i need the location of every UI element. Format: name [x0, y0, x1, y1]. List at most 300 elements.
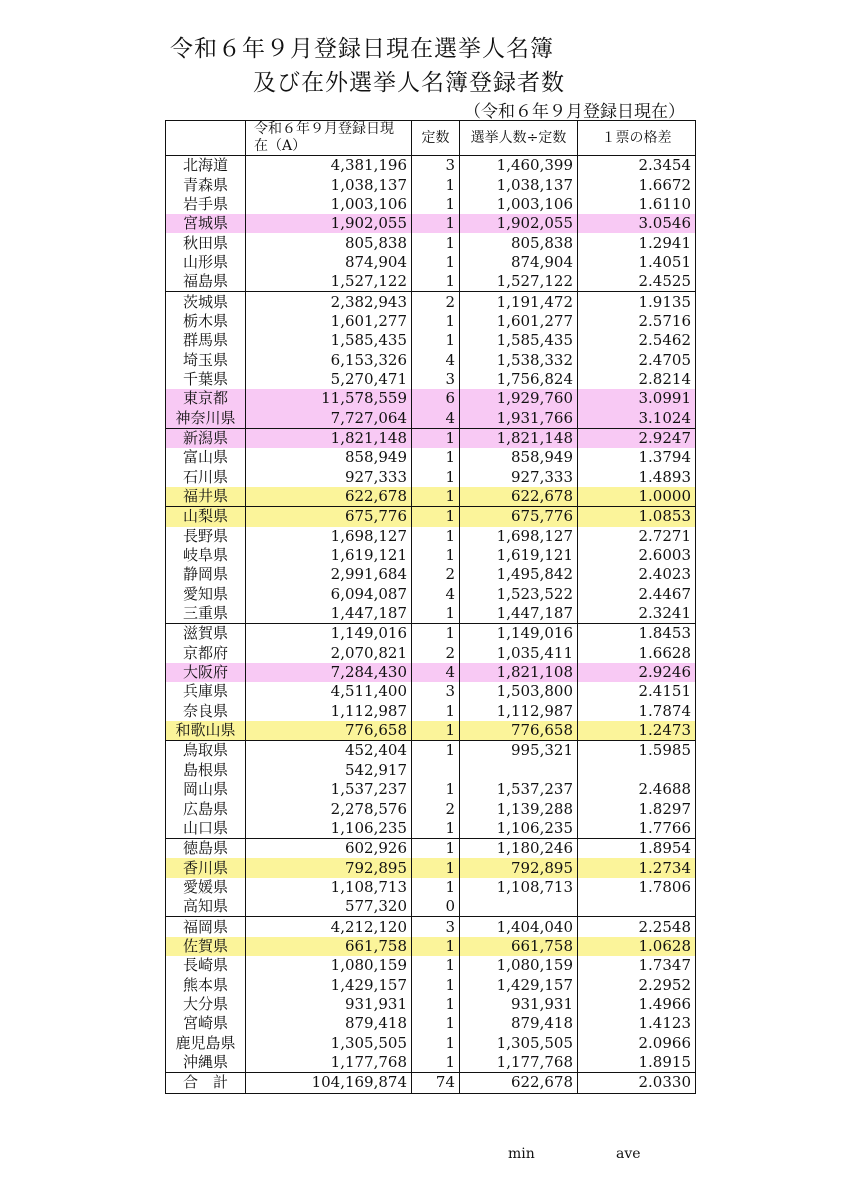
- seat-count: 1: [412, 331, 460, 350]
- prefecture-name: 東京都: [166, 389, 246, 408]
- voters-per-seat: 1,305,505: [460, 1033, 578, 1052]
- voters-per-seat: 1,756,824: [460, 370, 578, 389]
- seat-count: 1: [412, 995, 460, 1014]
- seat-count: 3: [412, 156, 460, 176]
- prefecture-name: 福岡県: [166, 917, 246, 937]
- seat-count: 1: [412, 819, 460, 839]
- header-registered: 令和６年９月登録日現在（A）: [246, 121, 412, 156]
- voters-per-seat: 675,776: [460, 507, 578, 527]
- prefecture-name: 群馬県: [166, 331, 246, 350]
- seat-count: 1: [412, 956, 460, 975]
- seat-count: 4: [412, 350, 460, 369]
- registered-count: 452,404: [246, 741, 412, 761]
- vote-disparity: 2.5462: [578, 331, 696, 350]
- total-per-seat: 622,678: [460, 1073, 578, 1093]
- total-disparity: 2.0330: [578, 1073, 696, 1093]
- table-row: [166, 214, 696, 233]
- table-row: [166, 233, 696, 252]
- registered-count: 879,418: [246, 1014, 412, 1033]
- prefecture-name: 岩手県: [166, 195, 246, 214]
- registered-count: 1,149,016: [246, 624, 412, 644]
- voters-per-seat: 1,177,768: [460, 1053, 578, 1073]
- table-row: [166, 312, 696, 331]
- voters-per-seat: 927,333: [460, 468, 578, 487]
- voters-per-seat: 1,619,121: [460, 546, 578, 565]
- registered-count: 927,333: [246, 468, 412, 487]
- table-row: [166, 682, 696, 701]
- header-prefecture: [166, 121, 246, 156]
- registered-count: 1,821,148: [246, 428, 412, 448]
- vote-disparity: 1.0853: [578, 507, 696, 527]
- registered-count: 1,601,277: [246, 312, 412, 331]
- vote-disparity: [578, 897, 696, 917]
- voters-per-seat: 879,418: [460, 1014, 578, 1033]
- vote-disparity: 2.9247: [578, 428, 696, 448]
- table-row: [166, 858, 696, 877]
- registered-count: 1,447,187: [246, 604, 412, 624]
- table-row: [166, 428, 696, 448]
- seat-count: 1: [412, 448, 460, 467]
- voters-per-seat: 1,523,522: [460, 585, 578, 604]
- table-row: [166, 565, 696, 584]
- voters-per-seat: 1,404,040: [460, 917, 578, 937]
- table-row: [166, 819, 696, 839]
- table-row: [166, 799, 696, 818]
- seat-count: 1: [412, 1053, 460, 1073]
- voters-per-seat: 1,035,411: [460, 644, 578, 663]
- registered-count: 602,926: [246, 839, 412, 859]
- voters-per-seat: 1,038,137: [460, 175, 578, 194]
- voters-per-seat: [460, 897, 578, 917]
- table-row: [166, 389, 696, 408]
- seat-count: 1: [412, 624, 460, 644]
- table-header-row: [166, 121, 696, 156]
- table-row: [166, 370, 696, 389]
- seat-count: 2: [412, 565, 460, 584]
- seat-count: 1: [412, 312, 460, 331]
- prefecture-name: 神奈川県: [166, 408, 246, 428]
- voters-per-seat: 1,429,157: [460, 975, 578, 994]
- table-row: [166, 1014, 696, 1033]
- vote-disparity: 1.2734: [578, 858, 696, 877]
- registered-count: 1,177,768: [246, 1053, 412, 1073]
- vote-disparity: 2.4023: [578, 565, 696, 584]
- registered-count: 1,112,987: [246, 702, 412, 721]
- prefecture-name: 宮崎県: [166, 1014, 246, 1033]
- header-seats: 定数: [412, 121, 460, 156]
- vote-disparity: 1.9135: [578, 292, 696, 312]
- registered-count: 1,619,121: [246, 546, 412, 565]
- seat-count: 1: [412, 839, 460, 859]
- seat-count: 1: [412, 741, 460, 761]
- seat-count: 4: [412, 663, 460, 682]
- registered-count: 11,578,559: [246, 389, 412, 408]
- voters-per-seat: 1,821,148: [460, 428, 578, 448]
- prefecture-name: 徳島県: [166, 839, 246, 859]
- table-row: [166, 741, 696, 761]
- voters-per-seat: 874,904: [460, 253, 578, 272]
- prefecture-name: 奈良県: [166, 702, 246, 721]
- voters-per-seat: 1,527,122: [460, 272, 578, 292]
- prefecture-name: 北海道: [166, 156, 246, 176]
- voters-per-seat: 858,949: [460, 448, 578, 467]
- registered-count: 7,727,064: [246, 408, 412, 428]
- voter-registration-table: [165, 120, 696, 1094]
- voters-per-seat: 1,139,288: [460, 799, 578, 818]
- vote-disparity: 1.4893: [578, 468, 696, 487]
- prefecture-name: 和歌山県: [166, 721, 246, 741]
- prefecture-name: 大分県: [166, 995, 246, 1014]
- total-label: 合 計: [166, 1073, 246, 1093]
- registered-count: 2,070,821: [246, 644, 412, 663]
- header-disparity: １票の格差: [578, 121, 696, 156]
- vote-disparity: 1.0000: [578, 487, 696, 507]
- table-row: [166, 663, 696, 682]
- prefecture-name: 京都府: [166, 644, 246, 663]
- vote-disparity: 1.2941: [578, 233, 696, 252]
- voters-per-seat: 1,503,800: [460, 682, 578, 701]
- prefecture-name: 山口県: [166, 819, 246, 839]
- prefecture-name: 青森県: [166, 175, 246, 194]
- prefecture-name: 長崎県: [166, 956, 246, 975]
- vote-disparity: 2.5716: [578, 312, 696, 331]
- registered-count: 858,949: [246, 448, 412, 467]
- voters-per-seat: 622,678: [460, 487, 578, 507]
- registered-count: 622,678: [246, 487, 412, 507]
- seat-count: 1: [412, 604, 460, 624]
- vote-disparity: 2.4705: [578, 350, 696, 369]
- registered-count: 4,381,196: [246, 156, 412, 176]
- registered-count: 661,758: [246, 937, 412, 956]
- registered-count: 1,429,157: [246, 975, 412, 994]
- table-row: [166, 624, 696, 644]
- vote-disparity: 2.2548: [578, 917, 696, 937]
- prefecture-name: 静岡県: [166, 565, 246, 584]
- vote-disparity: 2.2952: [578, 975, 696, 994]
- table-row: [166, 487, 696, 507]
- min-label: min: [508, 1146, 535, 1162]
- registered-count: 2,382,943: [246, 292, 412, 312]
- registered-count: 6,153,326: [246, 350, 412, 369]
- registered-count: 542,917: [246, 761, 412, 780]
- table-row: [166, 350, 696, 369]
- vote-disparity: 1.6628: [578, 644, 696, 663]
- registered-count: 7,284,430: [246, 663, 412, 682]
- seat-count: 1: [412, 858, 460, 877]
- voters-per-seat: 1,080,159: [460, 956, 578, 975]
- header-per-seat: 選挙人数÷定数: [460, 121, 578, 156]
- voters-per-seat: 792,895: [460, 858, 578, 877]
- voters-per-seat: 1,931,766: [460, 408, 578, 428]
- seat-count: 1: [412, 233, 460, 252]
- voters-per-seat: 1,538,332: [460, 350, 578, 369]
- table-row: [166, 195, 696, 214]
- seat-count: 3: [412, 917, 460, 937]
- registered-count: 1,585,435: [246, 331, 412, 350]
- prefecture-name: 長野県: [166, 527, 246, 546]
- seat-count: 6: [412, 389, 460, 408]
- voters-per-seat: 1,106,235: [460, 819, 578, 839]
- seat-count: 1: [412, 507, 460, 527]
- table-row: [166, 604, 696, 624]
- table-row: [166, 272, 696, 292]
- voters-per-seat: 1,698,127: [460, 527, 578, 546]
- voters-per-seat: 1,601,277: [460, 312, 578, 331]
- vote-disparity: 2.3241: [578, 604, 696, 624]
- seat-count: 4: [412, 408, 460, 428]
- voters-per-seat: 1,495,842: [460, 565, 578, 584]
- vote-disparity: [578, 761, 696, 780]
- vote-disparity: 3.0546: [578, 214, 696, 233]
- registered-count: 675,776: [246, 507, 412, 527]
- seat-count: 3: [412, 682, 460, 701]
- prefecture-name: 香川県: [166, 858, 246, 877]
- prefecture-name: 高知県: [166, 897, 246, 917]
- table-row: [166, 1053, 696, 1073]
- vote-disparity: 1.4051: [578, 253, 696, 272]
- table-row: [166, 878, 696, 897]
- seat-count: 1: [412, 468, 460, 487]
- registered-count: 1,108,713: [246, 878, 412, 897]
- vote-disparity: 1.0628: [578, 937, 696, 956]
- vote-disparity: 2.7271: [578, 527, 696, 546]
- table-row: [166, 1033, 696, 1052]
- seat-count: 1: [412, 780, 460, 799]
- registered-count: 776,658: [246, 721, 412, 741]
- registered-count: 805,838: [246, 233, 412, 252]
- seat-count: 1: [412, 702, 460, 721]
- vote-disparity: 1.8954: [578, 839, 696, 859]
- voters-per-seat: 1,108,713: [460, 878, 578, 897]
- prefecture-name: 福島県: [166, 272, 246, 292]
- prefecture-name: 秋田県: [166, 233, 246, 252]
- voters-per-seat: 1,003,106: [460, 195, 578, 214]
- registered-count: 6,094,087: [246, 585, 412, 604]
- vote-disparity: 2.4688: [578, 780, 696, 799]
- registered-count: 1,527,122: [246, 272, 412, 292]
- voters-per-seat: 776,658: [460, 721, 578, 741]
- vote-disparity: 2.4525: [578, 272, 696, 292]
- table-row: [166, 585, 696, 604]
- table-row: [166, 839, 696, 859]
- total-seats: 74: [412, 1073, 460, 1093]
- prefecture-name: 山形県: [166, 253, 246, 272]
- prefecture-name: 茨城県: [166, 292, 246, 312]
- table-row: [166, 331, 696, 350]
- vote-disparity: 1.8915: [578, 1053, 696, 1073]
- seat-count: 1: [412, 214, 460, 233]
- voters-per-seat: 1,537,237: [460, 780, 578, 799]
- table-row: [166, 995, 696, 1014]
- voters-per-seat: 1,460,399: [460, 156, 578, 176]
- voters-per-seat: 805,838: [460, 233, 578, 252]
- seat-count: 1: [412, 175, 460, 194]
- voters-per-seat: 995,321: [460, 741, 578, 761]
- prefecture-name: 宮城県: [166, 214, 246, 233]
- seat-count: 1: [412, 527, 460, 546]
- registered-count: 1,080,159: [246, 956, 412, 975]
- table-row: [166, 546, 696, 565]
- vote-disparity: 2.3454: [578, 156, 696, 176]
- seat-count: 1: [412, 272, 460, 292]
- table-row: [166, 156, 696, 176]
- table-row: [166, 721, 696, 741]
- seat-count: 2: [412, 292, 460, 312]
- vote-disparity: 1.4123: [578, 1014, 696, 1033]
- vote-disparity: 2.8214: [578, 370, 696, 389]
- prefecture-name: 富山県: [166, 448, 246, 467]
- seat-count: 2: [412, 644, 460, 663]
- prefecture-name: 山梨県: [166, 507, 246, 527]
- seat-count: [412, 761, 460, 780]
- seat-count: 1: [412, 721, 460, 741]
- voters-per-seat: [460, 761, 578, 780]
- registered-count: 5,270,471: [246, 370, 412, 389]
- table-row: [166, 408, 696, 428]
- table-row: [166, 175, 696, 194]
- registered-count: 4,212,120: [246, 917, 412, 937]
- document-title-line1: 令和６年９月登録日現在選挙人名簿: [170, 36, 554, 62]
- prefecture-name: 大阪府: [166, 663, 246, 682]
- vote-disparity: 2.9246: [578, 663, 696, 682]
- prefecture-name: 千葉県: [166, 370, 246, 389]
- voters-per-seat: 1,149,016: [460, 624, 578, 644]
- vote-disparity: 1.4966: [578, 995, 696, 1014]
- prefecture-name: 岐阜県: [166, 546, 246, 565]
- vote-disparity: 1.3794: [578, 448, 696, 467]
- vote-disparity: 2.4151: [578, 682, 696, 701]
- prefecture-name: 愛知県: [166, 585, 246, 604]
- table-row: [166, 507, 696, 527]
- table-row: [166, 292, 696, 312]
- registered-count: 792,895: [246, 858, 412, 877]
- total-row: [166, 1073, 696, 1093]
- vote-disparity: 1.6672: [578, 175, 696, 194]
- seat-count: 1: [412, 975, 460, 994]
- prefecture-name: 佐賀県: [166, 937, 246, 956]
- prefecture-name: 栃木県: [166, 312, 246, 331]
- table-row: [166, 780, 696, 799]
- vote-disparity: 1.7874: [578, 702, 696, 721]
- table-row: [166, 975, 696, 994]
- voters-per-seat: 1,929,760: [460, 389, 578, 408]
- vote-disparity: 3.1024: [578, 408, 696, 428]
- table-row: [166, 644, 696, 663]
- registered-count: 1,003,106: [246, 195, 412, 214]
- voters-per-seat: 1,447,187: [460, 604, 578, 624]
- registered-count: 931,931: [246, 995, 412, 1014]
- seat-count: 0: [412, 897, 460, 917]
- as-of-date: （令和６年９月登録日現在）: [464, 102, 685, 122]
- table-row: [166, 468, 696, 487]
- seat-count: 1: [412, 937, 460, 956]
- table-row: [166, 527, 696, 546]
- prefecture-name: 埼玉県: [166, 350, 246, 369]
- prefecture-name: 新潟県: [166, 428, 246, 448]
- registered-count: 4,511,400: [246, 682, 412, 701]
- table-row: [166, 917, 696, 937]
- vote-disparity: 1.6110: [578, 195, 696, 214]
- prefecture-name: 三重県: [166, 604, 246, 624]
- registered-count: 577,320: [246, 897, 412, 917]
- prefecture-name: 福井県: [166, 487, 246, 507]
- prefecture-name: 広島県: [166, 799, 246, 818]
- seat-count: 1: [412, 487, 460, 507]
- table-row: [166, 702, 696, 721]
- voters-per-seat: 1,191,472: [460, 292, 578, 312]
- vote-disparity: 1.7347: [578, 956, 696, 975]
- seat-count: 1: [412, 428, 460, 448]
- prefecture-name: 熊本県: [166, 975, 246, 994]
- registered-count: 874,904: [246, 253, 412, 272]
- voters-per-seat: 661,758: [460, 937, 578, 956]
- vote-disparity: 2.6003: [578, 546, 696, 565]
- vote-disparity: 1.8297: [578, 799, 696, 818]
- prefecture-name: 岡山県: [166, 780, 246, 799]
- prefecture-name: 鳥取県: [166, 741, 246, 761]
- prefecture-name: 石川県: [166, 468, 246, 487]
- seat-count: 1: [412, 1033, 460, 1052]
- voters-per-seat: 1,902,055: [460, 214, 578, 233]
- seat-count: 1: [412, 253, 460, 272]
- voters-per-seat: 1,821,108: [460, 663, 578, 682]
- table-row: [166, 897, 696, 917]
- prefecture-name: 鹿児島県: [166, 1033, 246, 1052]
- table-row: [166, 253, 696, 272]
- document-title-line2: 及び在外選挙人名簿登録者数: [253, 70, 565, 96]
- registered-count: 1,106,235: [246, 819, 412, 839]
- seat-count: 3: [412, 370, 460, 389]
- prefecture-name: 沖縄県: [166, 1053, 246, 1073]
- seat-count: 1: [412, 195, 460, 214]
- table-row: [166, 448, 696, 467]
- vote-disparity: 1.8453: [578, 624, 696, 644]
- seat-count: 1: [412, 546, 460, 565]
- prefecture-name: 兵庫県: [166, 682, 246, 701]
- seat-count: 1: [412, 878, 460, 897]
- table-row: [166, 956, 696, 975]
- total-registered: 104,169,874: [246, 1073, 412, 1093]
- vote-disparity: 1.2473: [578, 721, 696, 741]
- vote-disparity: 1.7766: [578, 819, 696, 839]
- registered-count: 1,038,137: [246, 175, 412, 194]
- registered-count: 1,305,505: [246, 1033, 412, 1052]
- prefecture-name: 島根県: [166, 761, 246, 780]
- voters-per-seat: 1,585,435: [460, 331, 578, 350]
- registered-count: 1,537,237: [246, 780, 412, 799]
- voters-per-seat: 931,931: [460, 995, 578, 1014]
- prefecture-name: 滋賀県: [166, 624, 246, 644]
- ave-label: ave: [616, 1146, 641, 1162]
- registered-count: 2,278,576: [246, 799, 412, 818]
- vote-disparity: 1.7806: [578, 878, 696, 897]
- seat-count: 2: [412, 799, 460, 818]
- vote-disparity: 2.0966: [578, 1033, 696, 1052]
- registered-count: 1,698,127: [246, 527, 412, 546]
- table-row: [166, 937, 696, 956]
- vote-disparity: 3.0991: [578, 389, 696, 408]
- voters-per-seat: 1,180,246: [460, 839, 578, 859]
- vote-disparity: 2.4467: [578, 585, 696, 604]
- vote-disparity: 1.5985: [578, 741, 696, 761]
- voters-per-seat: 1,112,987: [460, 702, 578, 721]
- table-row: [166, 761, 696, 780]
- prefecture-name: 愛媛県: [166, 878, 246, 897]
- seat-count: 4: [412, 585, 460, 604]
- seat-count: 1: [412, 1014, 460, 1033]
- registered-count: 2,991,684: [246, 565, 412, 584]
- registered-count: 1,902,055: [246, 214, 412, 233]
